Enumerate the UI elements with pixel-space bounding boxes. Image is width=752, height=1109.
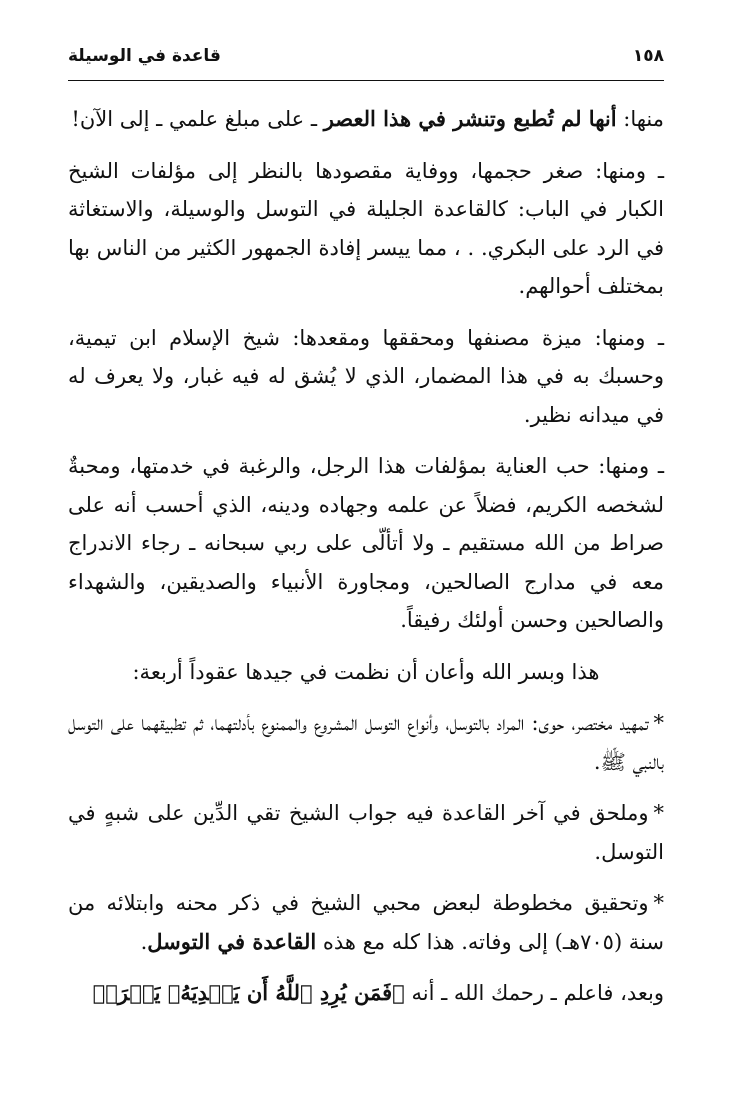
paragraph-1-lead: منها: — [616, 107, 664, 131]
bullet-marker: * — [653, 711, 664, 735]
bullet-item-3-bold: القاعدة في التوسل — [147, 928, 317, 954]
bullet-item-1 — [68, 704, 664, 781]
bullet-marker: * — [653, 801, 664, 825]
running-title: قاعدة في الوسيلة — [68, 46, 221, 66]
paragraph-1-bold: أنها لم تُطبع وتنشر في هذا العصر — [323, 106, 617, 131]
last-paragraph — [68, 974, 664, 1013]
paragraph-1 — [68, 100, 664, 139]
quran-verse: ﴿فَمَن يُرِدِ ٱللَّهُ أَن يَهۡدِيَهُۥ يَشۡرَحۡ — [92, 980, 405, 1005]
bullet-item-3-end: . — [140, 929, 148, 954]
paragraph-2: ـ ومنها: صغر حجمها، ووفاية مقصودها بالنظر إلى مؤلفات الشيخ الكبار في الباب: كالقاعدة الجليلة في التوسل والوسيلة، والاستغاثة في الرد على البكري. . ، مما ييسر إفادة الجمهور الكثير من الناس بها بمختلف أحوالهم. — [68, 158, 664, 298]
bullet-item-2 — [68, 794, 664, 871]
paragraph-3: ـ ومنها: ميزة مصنفها ومحققها ومقعدها: شيخ الإسلام ابن تيمية، وحسبك به في هذا المضمار، الذي لا يُشق له فيه غبار، ولا يعرف له في ميدانه نظير. — [68, 325, 664, 427]
paragraph-1-rest: ـ على مبلغ علمي ـ إلى الآن! — [71, 107, 324, 131]
page-header — [68, 38, 664, 74]
paragraph-4: ـ ومنها: حب العناية بمؤلفات هذا الرجل، والرغبة في خدمتها، ومحبةٌ لشخصه الكريم، فضلاً عن علمه وجهاده ودينه، الذي أحسب أنه على صراط من الله مستقيم ـ ولا أتألّى على ربي سبحانه ـ رجاء الاندراج معه في مدارج الصالحين، ومجاورة الأنبياء والصديقين، والشهداء والصالحين وحسن أولئك رفيقاً. — [68, 454, 664, 632]
page-number: ١٥٨ — [632, 46, 664, 66]
header-rule — [68, 80, 664, 81]
bullet-item-2-text: وملحق في آخر القاعدة فيه جواب الشيخ تقي الدِّين على شبهٍ في التوسل. — [68, 801, 664, 864]
bullet-marker: * — [653, 891, 664, 915]
page-body — [68, 100, 664, 1026]
bullet-item-3 — [68, 884, 664, 961]
bullet-item-1-text: تمهيد مختصر، حوى: المراد بالتوسل، وأنواع التوسل المشروع والممنوع بأدلتهما، ثم تطبيقهما على التوسل بالنبي ﷺ. — [68, 711, 664, 774]
bullet-item-3-text: وتحقيق مخطوطة لبعض محبي الشيخ في ذكر محنه وابتلائه من سنة (٧٠٥هـ) إلى وفاته. هذا كله مع هذه — [68, 891, 664, 954]
paragraph-5: هذا وبسر الله وأعان أن نظمت في جيدها عقوداً أربعة: — [132, 659, 600, 684]
last-paragraph-text: وبعد، فاعلم ـ رحمك الله ـ أنه — [404, 981, 664, 1005]
